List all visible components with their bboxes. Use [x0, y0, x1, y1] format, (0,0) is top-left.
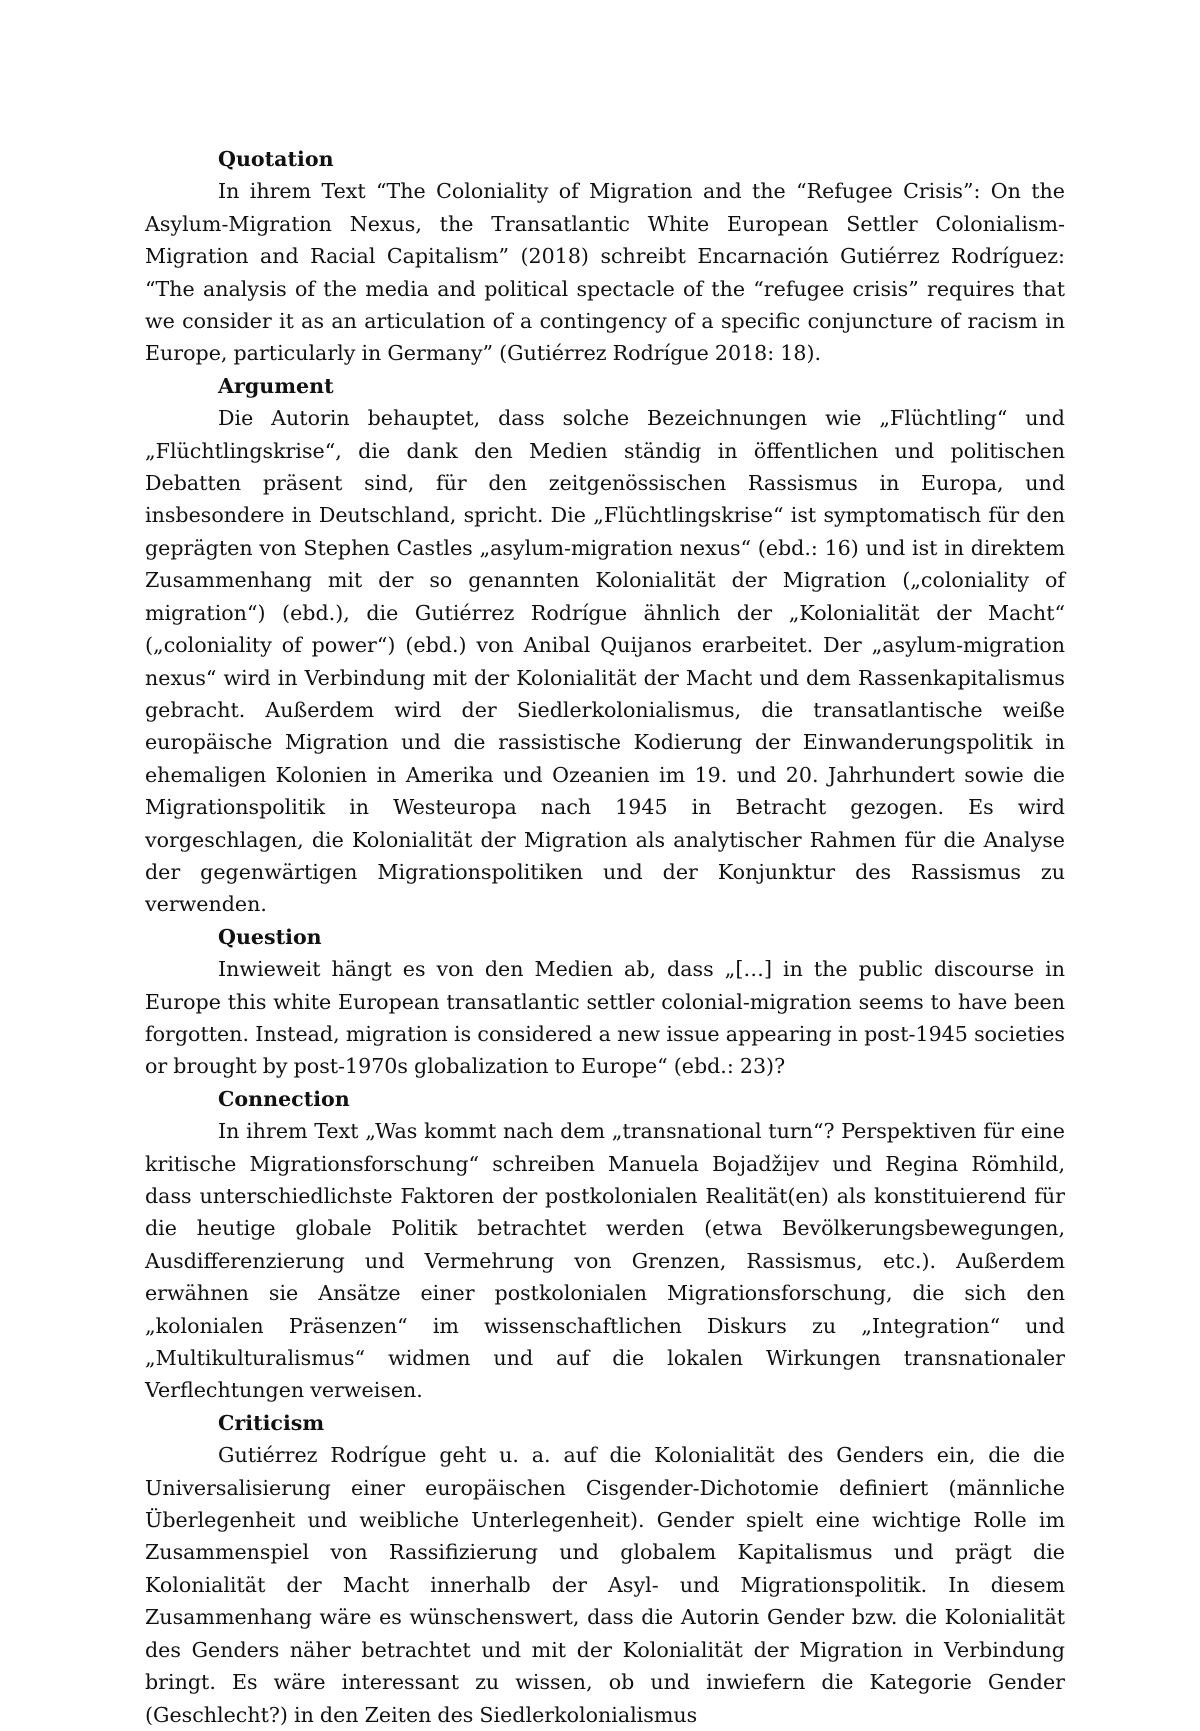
section-paragraph: Die Autorin behauptet, dass solche Bezeichnungen wie „Flüchtling“ und „Flüchtlingskrise“, die dank den Medien ständig in öffentlichen und politischen Debatten präsent sind, für den zeitgenössischen Rassismus in Europa, und insbesondere in Deutschland, spricht. Die „Flüchtlingskrise“ ist symptomatisch für den geprägten von Stephen Castles „asylum-migration nexus“ (ebd.: 16) und ist in direktem Zusammenhang mit der so genannten Kolonialität der Migration („coloniality of migration“) (ebd.), die Gutiérrez Rodrígue ähnlich der „Kolonialität der Macht“ („coloniality of power“) (ebd.) von Anibal Quijanos erarbeitet. Der „asylum-migration nexus“ wird in Verbindung mit der Kolonialität der Macht und dem Rassenkapitalismus gebracht. Außerdem wird der Siedlerkolonialismus, die transatlantische weiße europäische Migration und die rassistische Kodierung der Einwanderungspolitik in ehemaligen Kolonien in Amerika und Ozeanien im 19. und 20. Jahrhundert sowie die Migrationspolitik in Westeuropa nach 1945 in Betracht gezogen. Es wird vorgeschlagen, die Kolonialität der Migration als analytischer Rahmen für die Analyse der gegenwärtigen Migrationspolitiken und der Konjunktur des Rassismus zu verwenden.: [145, 406, 1065, 917]
section-heading: Argument: [218, 373, 334, 398]
section-heading: Criticism: [218, 1410, 325, 1435]
document-body: [145, 143, 1065, 1731]
section-paragraph: In ihrem Text “The Coloniality of Migration and the “Refugee Crisis”: On the Asylum-Migration Nexus, the Transatlantic White European Settler Colonialism-Migration and Racial Capitalism” (2018) schreibt Encarnación Gutiérrez Rodríguez: “The analysis of the media and political spectacle of the “refugee crisis” requires that we consider it as an articulation of a contingency of a specific conjuncture of racism in Europe, particularly in Germany” (Gutiérrez Rodrígue 2018: 18).: [145, 179, 1065, 366]
section-question: [145, 921, 1065, 1083]
section-criticism: [145, 1407, 1065, 1731]
section-paragraph: In ihrem Text „Was kommt nach dem „transnational turn“? Perspektiven für eine kritische Migrationsforschung“ schreiben Manuela Bojadžijev und Regina Römhild, dass unterschiedlichste Faktoren der postkolonialen Realität(en) als konstituierend für die heutige globale Politik betrachtet werden (etwa Bevölkerungsbewegungen, Ausdifferenzierung und Vermehrung von Grenzen, Rassismus, etc.). Außerdem erwähnen sie Ansätze einer postkolonialen Migrationsforschung, die sich den „kolonialen Präsenzen“ im wissenschaftlichen Diskurs zu „Integration“ und „Multikulturalismus“ widmen und auf die lokalen Wirkungen transnationaler Verflechtungen verweisen.: [145, 1119, 1065, 1403]
section-paragraph: Gutiérrez Rodrígue geht u. a. auf die Kolonialität des Genders ein, die die Universalisierung einer europäischen Cisgender-Dichotomie definiert (männliche Überlegenheit und weibliche Unterlegenheit). Gender spielt eine wichtige Rolle im Zusammenspiel von Rassifizierung und globalem Kapitalismus und prägt die Kolonialität der Macht innerhalb der Asyl- und Migrationspolitik. In diesem Zusammenhang wäre es wünschenswert, dass die Autorin Gender bzw. die Kolonialität des Genders näher betrachtet und mit der Kolonialität der Migration in Verbindung bringt. Es wäre interessant zu wissen, ob und inwiefern die Kategorie Gender (Geschlecht?) in den Zeiten des Siedlerkolonialismus: [145, 1443, 1065, 1727]
section-paragraph: Inwieweit hängt es von den Medien ab, dass „[…] in the public discourse in Europe this white European transatlantic settler colonial-migration seems to have been forgotten. Instead, migration is considered a new issue appearing in post-1945 societies or brought by post-1970s globalization to Europe“ (ebd.: 23)?: [145, 957, 1065, 1079]
section-heading: Connection: [218, 1086, 350, 1111]
section-quotation: [145, 143, 1065, 370]
section-heading: Quotation: [218, 147, 334, 171]
section-connection: [145, 1083, 1065, 1407]
section-argument: [145, 370, 1065, 921]
section-heading: Question: [218, 924, 322, 949]
